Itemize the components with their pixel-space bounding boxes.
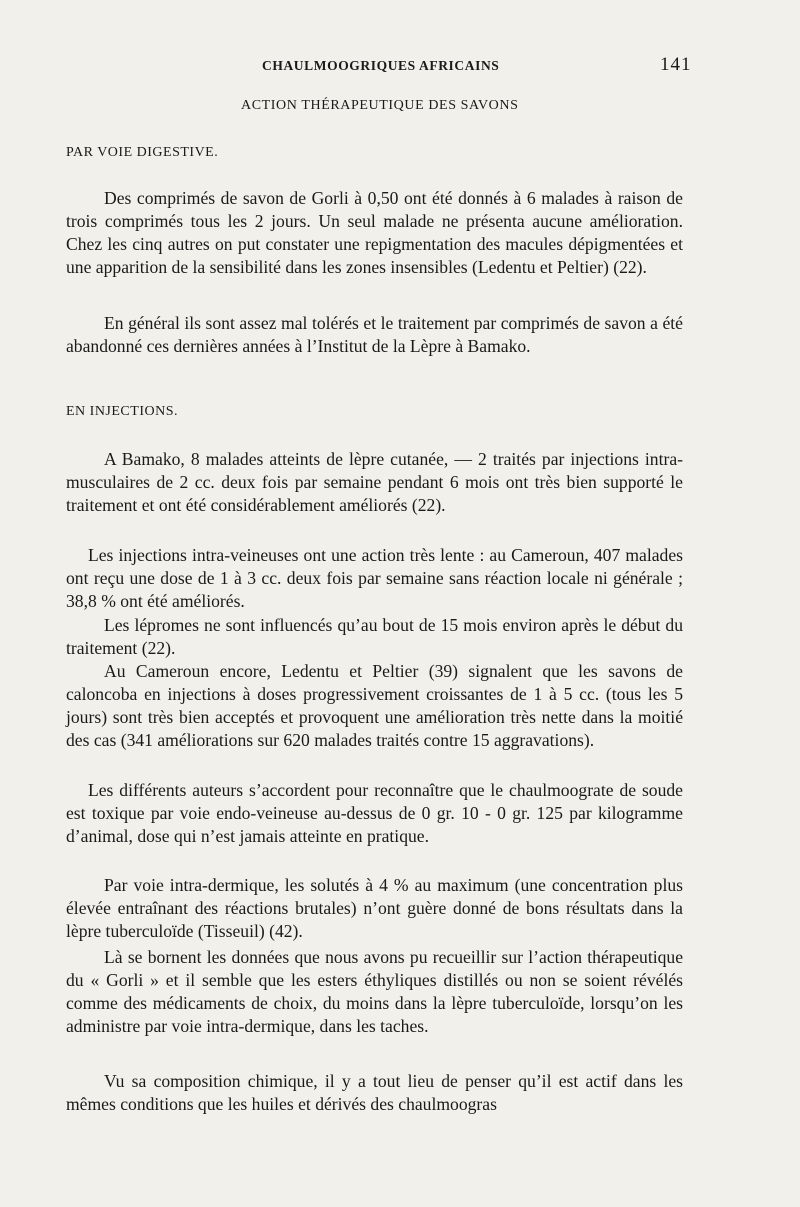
paragraph-bamako-injections: A Bamako, 8 malades atteints de lèpre cutanée, — 2 traités par injections intra-musculaires de 2 cc. deux fois par semaine pendant 6 mois ont très bien supporté le traitement et ont été considérablement améliorés (22). bbox=[66, 449, 683, 516]
paragraph-composition: Vu sa composition chimique, il y a tout lieu de penser qu’il est actif dans les mêmes conditions que les huiles et dérivés des chaulmoogras bbox=[66, 1071, 683, 1115]
subheading-injections: EN INJECTIONS. bbox=[66, 404, 178, 419]
paragraph-lepromes: Les lépromes ne sont influencés qu’au bout de 15 mois environ après le début du traitement (22). bbox=[66, 615, 683, 659]
section-title: ACTION THÉRAPEUTIQUE DES SAVONS bbox=[241, 98, 519, 113]
paragraph-toxicity: Les différents auteurs s’accordent pour reconnaître que le chaulmoograte de soude est toxique par voie endo-veineuse au-dessus de 0 gr. 10 - 0 gr. 125 par kilogramme d’animal, dose qui n’est jamais atteinte en pratique. bbox=[66, 780, 683, 847]
paragraph-tolerance: En général ils sont assez mal tolérés et le traitement par comprimés de savon a été abandonné ces dernières années à l’Institut de la Lèpre à Bamako. bbox=[66, 313, 683, 357]
running-head bbox=[0, 52, 800, 82]
paragraph-intradermal: Par voie intra-dermique, les solutés à 4 % au maximum (une concentration plus élevée entraînant des réactions brutales) n’ont guère donné de bons résultats dans la lèpre tuberculoïde (Tisseuil) (42). bbox=[66, 875, 683, 942]
paragraph-cameroun-caloncoba: Au Cameroun encore, Ledentu et Peltier (39) signalent que les savons de caloncoba en injections à doses progressivement croissantes de 1 à 5 cc. (tous les 5 jours) sont très bien acceptés et provoquent une amélioration très nette dans la moitié des cas (341 améliorations sur 620 malades traités contre 15 aggravations). bbox=[66, 661, 683, 751]
paragraph-intravenous: Les injections intra-veineuses ont une action très lente : au Cameroun, 407 malades ont reçu une dose de 1 à 3 cc. deux fois par semaine sans réaction locale ni générale ; 38,8 % ont été améliorés. bbox=[66, 545, 683, 612]
running-title: CHAULMOOGRIQUES AFRICAINS bbox=[262, 58, 500, 73]
page-number: 141 bbox=[660, 54, 692, 75]
paragraph-conclusion: Là se bornent les données que nous avons pu recueillir sur l’action thérapeutique du « Gorli » et il semble que les esters éthyliques distillés ou non se soient révélés comme des médicaments de choix, du moins dans la lèpre tuberculoïde, lorsqu’on les administre par voie intra-dermique, dans les taches. bbox=[66, 947, 683, 1037]
paragraph-gorli-tablets: Des comprimés de savon de Gorli à 0,50 ont été donnés à 6 malades à raison de trois comprimés tous les 2 jours. Un seul malade ne présenta aucune amélioration. Chez les cinq autres on put constater une repigmentation des macules dépigmentées et une apparition de la sensibilité dans les zones insensibles (Ledentu et Peltier) (22). bbox=[66, 188, 683, 278]
subheading-digestive: PAR VOIE DIGESTIVE. bbox=[66, 145, 219, 160]
